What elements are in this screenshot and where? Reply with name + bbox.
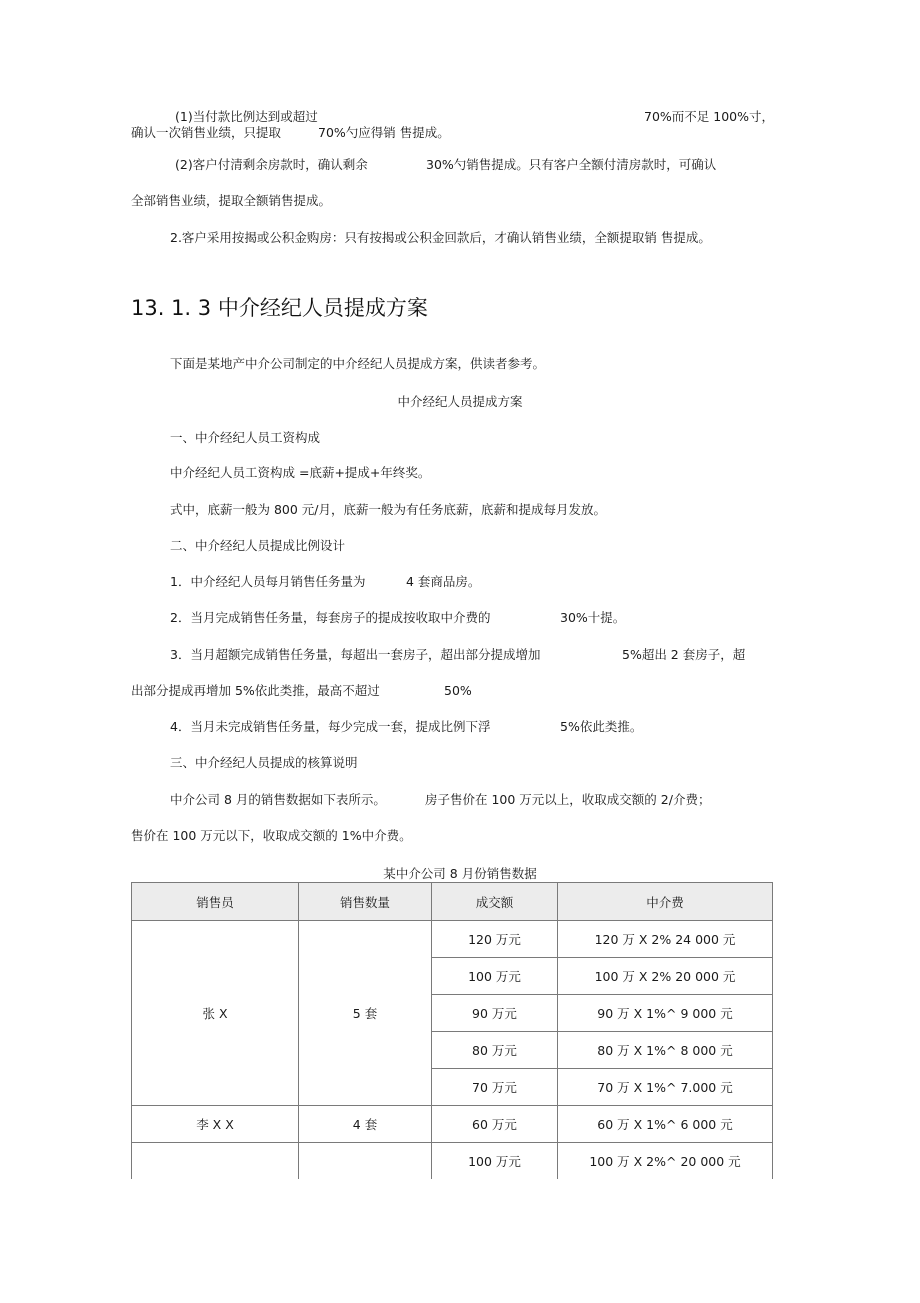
amount-cell: 100 万元 xyxy=(432,958,558,995)
rule2-value: 30%十提。 xyxy=(560,610,626,625)
para-item1-start: (1)当付款比例达到或超过 xyxy=(175,109,318,124)
quantity-cell xyxy=(299,1143,432,1180)
fee-cell: 100 万 X 2%^ 20 000 元 xyxy=(558,1143,773,1180)
salesperson-cell xyxy=(132,1143,299,1180)
section3-text-rate: 房子售价在 100 万元以上，收取成交额的 2/介费； xyxy=(425,792,711,807)
para-item1-percent: 70%而不足 100%寸， xyxy=(644,109,774,124)
table-row xyxy=(132,1143,773,1180)
header-salesperson: 销售员 xyxy=(132,883,299,921)
rule1-value: 4 套商品房。 xyxy=(406,574,481,589)
header-amount: 成交额 xyxy=(432,883,558,921)
quantity-cell: 5 套 xyxy=(299,921,432,1106)
fee-cell: 80 万 X 1%^ 8 000 元 xyxy=(558,1032,773,1069)
fee-cell: 90 万 X 1%^ 9 000 元 xyxy=(558,995,773,1032)
table-header-row xyxy=(132,883,773,921)
amount-cell: 80 万元 xyxy=(432,1032,558,1069)
table-row xyxy=(132,921,773,958)
fee-cell: 60 万 X 1%^ 6 000 元 xyxy=(558,1106,773,1143)
section3-heading: 三、中介经纪人员提成的核算说明 xyxy=(170,755,358,770)
sales-table xyxy=(131,882,773,1179)
plan-title: 中介经纪人员提成方案 xyxy=(397,394,523,409)
amount-cell: 90 万元 xyxy=(432,995,558,1032)
salesperson-cell: 张 X xyxy=(132,921,299,1106)
amount-cell: 60 万元 xyxy=(432,1106,558,1143)
rule3-text: 3．当月超额完成销售任务量，每超出一套房子，超出部分提成增加 xyxy=(170,647,541,662)
para-item2-percent: 30%勺销售提成。只有客户全额付清房款时，可确认 xyxy=(426,157,717,172)
amount-cell: 70 万元 xyxy=(432,1069,558,1106)
table-row xyxy=(132,1106,773,1143)
header-quantity: 销售数量 xyxy=(299,883,432,921)
para-item1-continue: 确认一次销售业绩，只提取 xyxy=(131,125,282,140)
para-item2-start: (2)客户付清剩余房款时，确认剩余 xyxy=(175,157,368,172)
rule2-text: 2．当月完成销售任务量，每套房子的提成按收取中介费的 xyxy=(170,610,491,625)
section3-text-continue: 售价在 100 万元以下，收取成交额的 1%中介费。 xyxy=(131,828,412,843)
rule3-max: 50% xyxy=(444,683,472,698)
para-item3: 2.客户采用按揭或公积金购房：只有按揭或公积金回款后，才确认销售业绩，全额提取销 售提成。 xyxy=(170,230,711,245)
rule4-value: 5%依此类推。 xyxy=(560,719,643,734)
intro-text: 下面是某地产中介公司制定的中介经纪人员提成方案，供读者参考。 xyxy=(170,356,546,371)
fee-cell: 120 万 X 2% 24 000 元 xyxy=(558,921,773,958)
salesperson-cell: 李 X X xyxy=(132,1106,299,1143)
salary-formula: 中介经纪人员工资构成 =底薪+提成+年终奖。 xyxy=(170,465,431,480)
quantity-cell: 4 套 xyxy=(299,1106,432,1143)
table-caption: 某中介公司 8 月份销售数据 xyxy=(383,866,537,881)
amount-cell: 100 万元 xyxy=(432,1143,558,1180)
rule1-text: 1．中介经纪人员每月销售任务量为 xyxy=(170,574,366,589)
section3-text-start: 中介公司 8 月的销售数据如下表所示。 xyxy=(170,792,386,807)
fee-cell: 100 万 X 2% 20 000 元 xyxy=(558,958,773,995)
header-fee: 中介费 xyxy=(558,883,773,921)
salary-note: 式中，底薪一般为 800 元/月，底薪一般为有任务底薪，底薪和提成每月发放。 xyxy=(170,502,607,517)
para-item2-end: 全部销售业绩，提取全额销售提成。 xyxy=(131,193,332,208)
fee-cell: 70 万 X 1%^ 7.000 元 xyxy=(558,1069,773,1106)
para-item1-end: 70%勺应得销 售提成。 xyxy=(318,125,450,140)
section-heading: 13. 1. 3 中介经纪人员提成方案 xyxy=(131,296,428,320)
rule4-text: 4．当月未完成销售任务量，每少完成一套，提成比例下浮 xyxy=(170,719,491,734)
rule3-continue: 出部分提成再增加 5%依此类推，最高不超过 xyxy=(131,683,380,698)
section1-heading: 一、中介经纪人员工资构成 xyxy=(170,430,321,445)
amount-cell: 120 万元 xyxy=(432,921,558,958)
section2-heading: 二、中介经纪人员提成比例设计 xyxy=(170,538,346,553)
rule3-value: 5%超出 2 套房子，超 xyxy=(622,647,746,662)
